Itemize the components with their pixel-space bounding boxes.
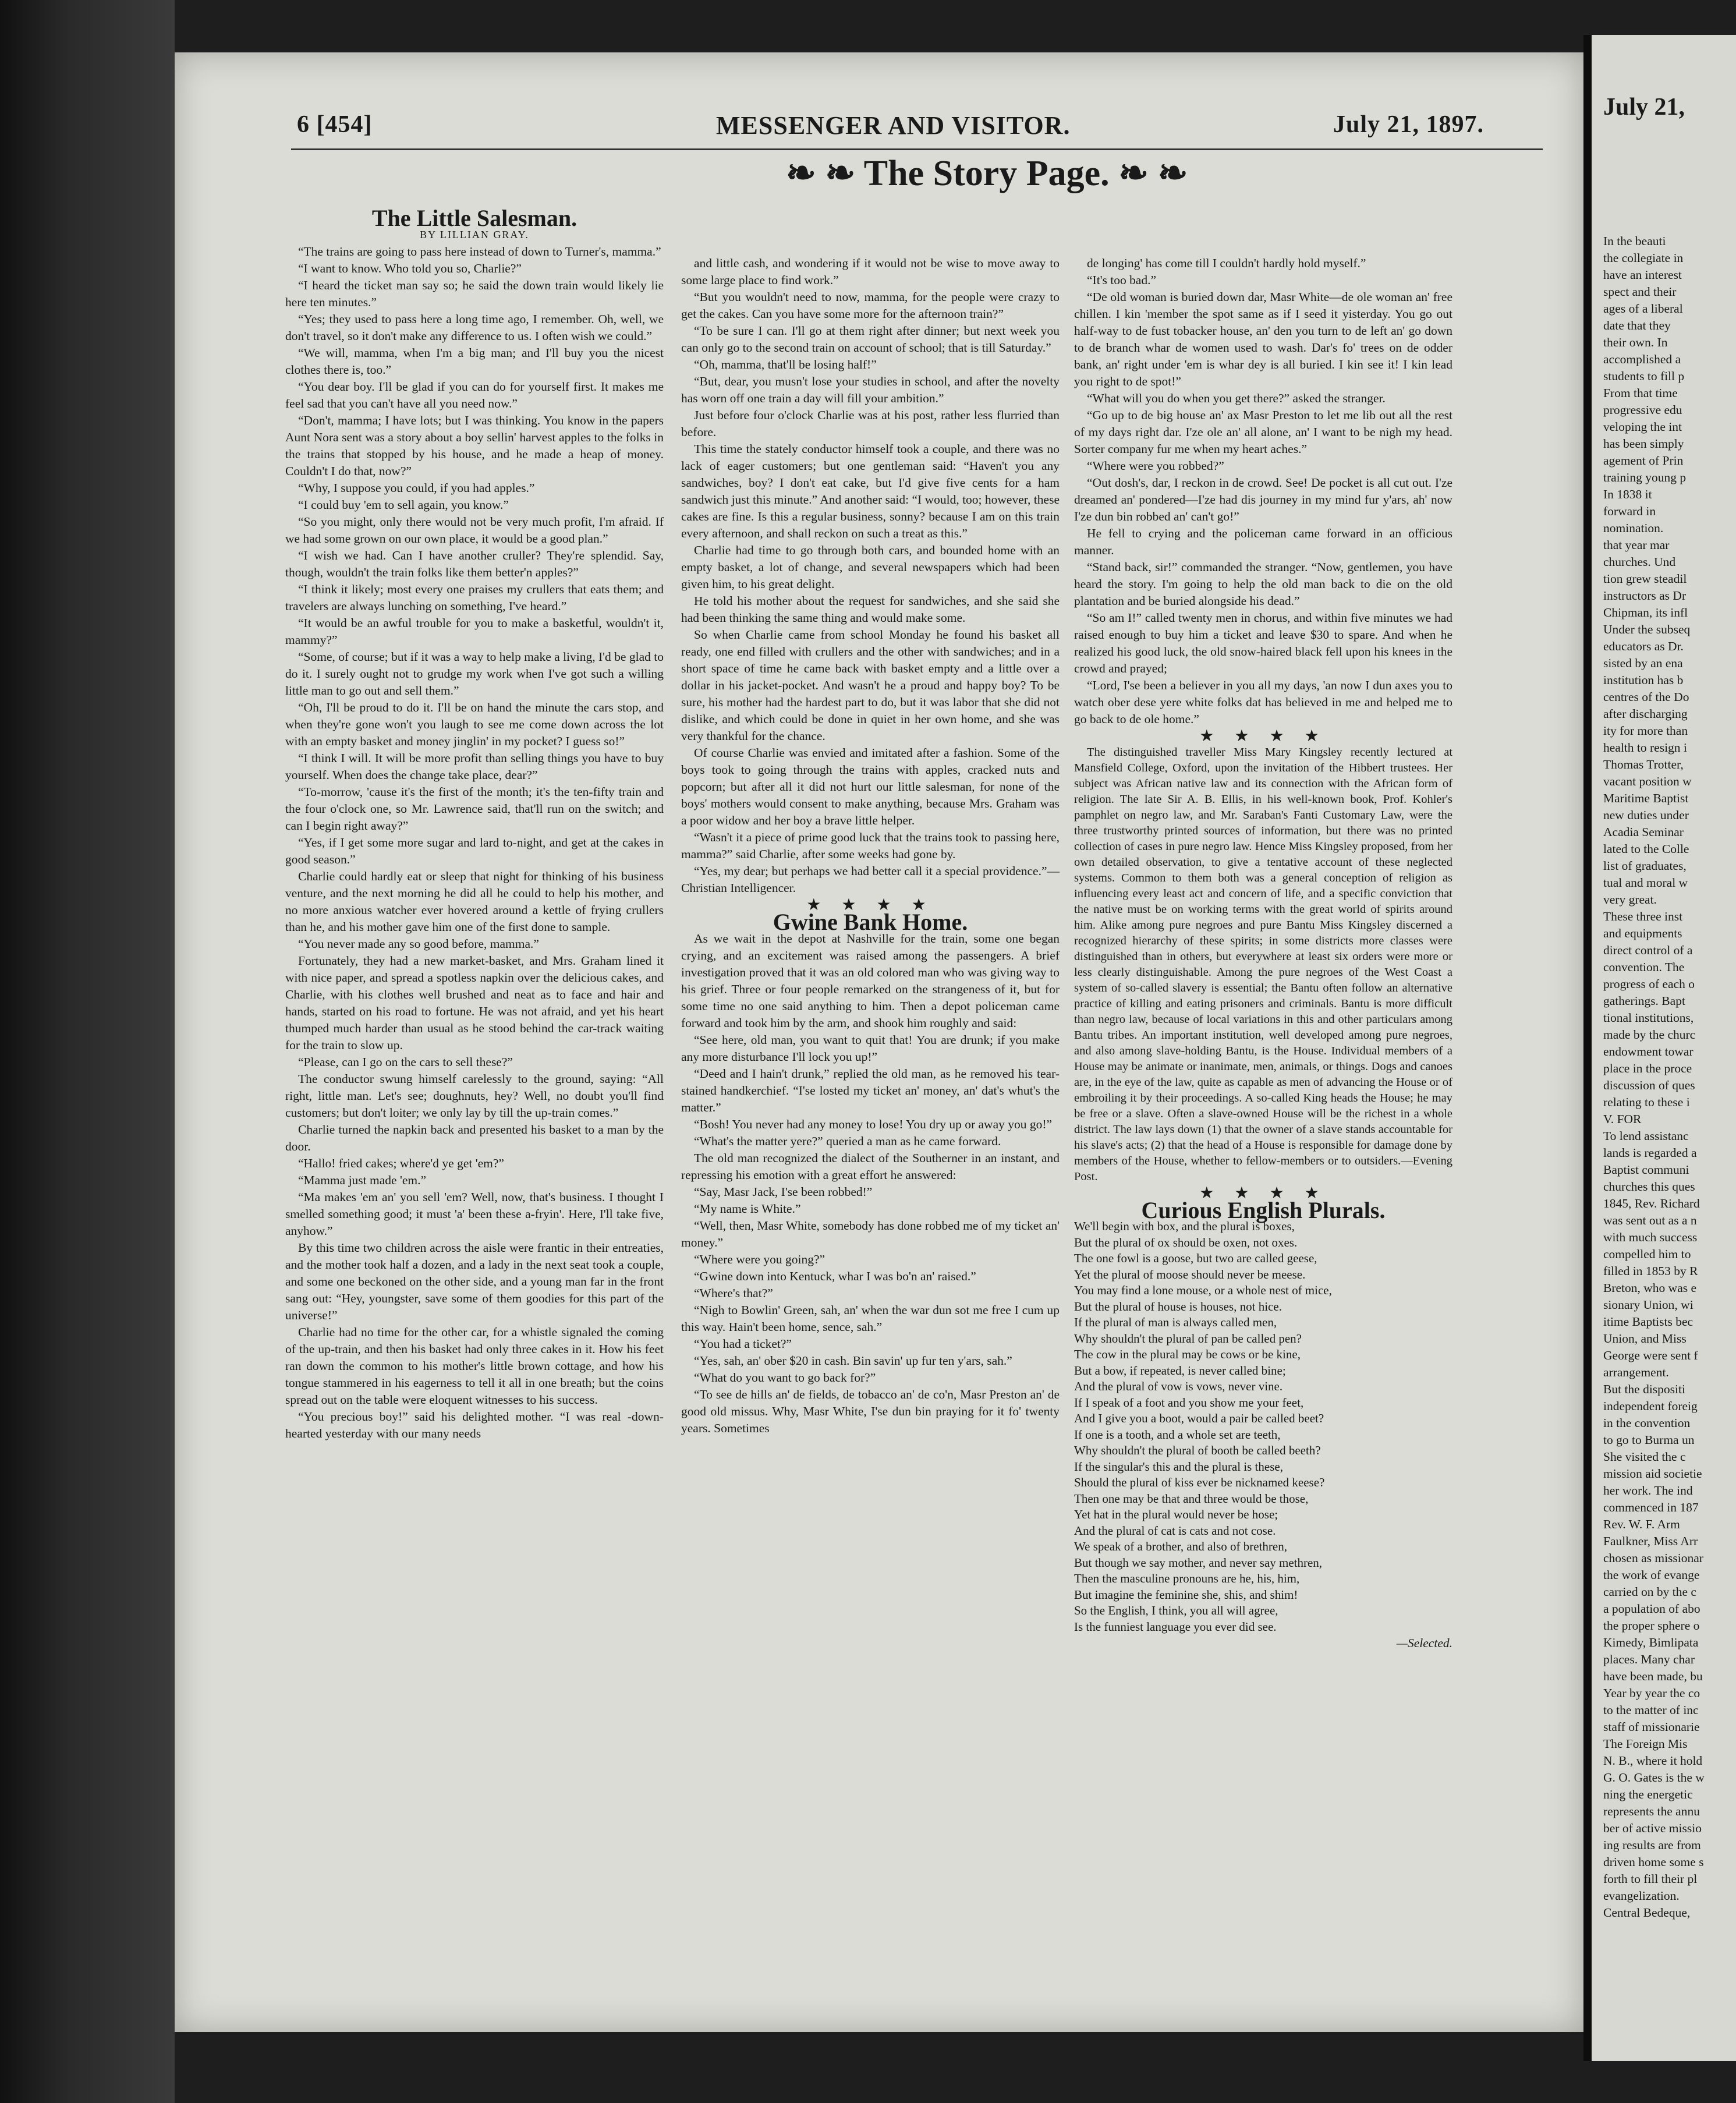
paragraph: “Yes, if I get some more sugar and lard to-night, and get at the cakes in good season.” bbox=[285, 835, 664, 866]
text-line: training young p bbox=[1603, 470, 1687, 484]
paragraph: “I heard the ticket man say so; he said the down train would likely lie here ten minutes.” bbox=[285, 278, 664, 309]
paragraph: “Why, I suppose you could, if you had apples.” bbox=[298, 481, 535, 495]
text-line: evangelization. bbox=[1603, 1889, 1680, 1903]
text-line: forward in bbox=[1603, 504, 1656, 518]
paragraph: “Lord, I'se been a believer in you all my days, 'an now I dun axes you to watch ober dese yere white folks dat has believed in me and helped me to go back to de ole home.” bbox=[1074, 678, 1452, 726]
paragraph: “The trains are going to pass here instead of down to Turner's, mamma.” bbox=[298, 245, 661, 259]
text-line: lands is regarded a bbox=[1603, 1146, 1697, 1160]
paragraph: “But, dear, you musn't lose your studies in school, and after the novelty has worn off one train a day will fill your ambition.” bbox=[681, 374, 1060, 405]
text-line: ing results are from bbox=[1603, 1838, 1701, 1852]
text-line: place in the proce bbox=[1603, 1061, 1692, 1075]
text-line: But imagine the feminine she, shis, and shim! bbox=[1074, 1587, 1298, 1602]
paragraph: “Where were you robbed?” bbox=[1087, 459, 1224, 473]
text-line: And the plural of cat is cats and not cose. bbox=[1074, 1523, 1276, 1538]
text-line: Breton, who was e bbox=[1603, 1281, 1697, 1295]
paragraph: and little cash, and wondering if it would not be wise to move away to some large place to find work.” bbox=[681, 256, 1060, 287]
paragraph: By this time two children across the aisle were frantic in their entreaties, and the mother took half a dozen, and a lady in the next seat took a couple, and some one beckoned on the other side, and a young man far in the front sang out: “Hey, youngster, save some of them goodies for this part of the universe!” bbox=[285, 1241, 664, 1322]
paragraph: “I want to know. Who told you so, Charlie?” bbox=[298, 261, 522, 275]
poem-credit: —Selected. bbox=[1396, 1636, 1452, 1650]
paragraph: “Yes, my dear; but perhaps we had better call it a special providence.”—Christian Intelligencer. bbox=[681, 864, 1060, 895]
header-rule bbox=[291, 148, 1543, 150]
text-line: Maritime Baptist bbox=[1603, 791, 1689, 805]
paragraph: “So am I!” called twenty men in chorus, and within five minutes we had raised enough to buy him a ticket and leave $30 to spare. And when he realized his good luck, the old snow-haired black fell upon his knees in the crowd and prayed; bbox=[1074, 611, 1452, 675]
issue-date: July 21, 1897. bbox=[1333, 111, 1485, 138]
text-line: churches this ques bbox=[1603, 1180, 1695, 1194]
text-line: relating to these i bbox=[1603, 1095, 1690, 1109]
text-line: Should the plural of kiss ever be nicknamed keese? bbox=[1074, 1475, 1325, 1489]
paragraph: “So you might, only there would not be very much profit, I'm afraid. If we had some grown on our own place, it would be a good plan.” bbox=[285, 515, 664, 546]
separator: ★ ★ ★ ★ bbox=[806, 896, 934, 914]
paragraph: “I think I will. It will be more profit than selling things you have to buy yourself. When does the change take place, dear?” bbox=[285, 751, 664, 782]
paragraph: Charlie had time to go through both cars, and bounded home with an empty basket, a lot of change, and several newspapers which had been given him, to his great delight. bbox=[681, 543, 1060, 591]
text-line: endowment towar bbox=[1603, 1045, 1694, 1058]
text-line: She visited the c bbox=[1603, 1450, 1686, 1464]
text-line: Faulkner, Miss Arr bbox=[1603, 1534, 1698, 1548]
text-line: new duties under bbox=[1603, 808, 1689, 822]
text-line: These three inst bbox=[1603, 909, 1683, 923]
story1-body bbox=[285, 243, 664, 1442]
paragraph: “Go up to de big house an' ax Masr Preston to let me lib out all the rest of my days right dar. I'ze ole an' all alone, an' I want to be nigh my head. Sorter company fur me when my heart aches.” bbox=[1074, 408, 1452, 456]
separator: ★ ★ ★ ★ bbox=[1199, 1184, 1327, 1202]
text-line: If I speak of a foot and you show me your feet, bbox=[1074, 1395, 1304, 1410]
paragraph: “Please, can I go on the cars to sell these?” bbox=[298, 1055, 513, 1069]
paragraph: “Bosh! You never had any money to lose! You dry up or away you go!” bbox=[694, 1117, 1053, 1131]
page-number: 6 [454] bbox=[297, 111, 373, 138]
text-line: But a bow, if repeated, is never called bine; bbox=[1074, 1363, 1286, 1378]
text-line: Kimedy, Bimlipata bbox=[1603, 1635, 1699, 1649]
text-line: mission aid societie bbox=[1603, 1467, 1702, 1481]
paragraph: “But you wouldn't need to now, mamma, for the people were crazy to get the cakes. Can you have some more for the afternoon train?” bbox=[681, 290, 1060, 321]
section-title: ❧ ❧ The Story Page. ❧ ❧ bbox=[786, 154, 1188, 193]
text-line: and equipments bbox=[1603, 926, 1682, 940]
text-line: lated to the Colle bbox=[1603, 842, 1689, 856]
kingsley-article: The distinguished traveller Miss Mary Kingsley recently lectured at Mansfield College, Oxford, upon the invitation of the Hibbert trustees. Her subject was African native law and its connection with the African form of religion. The late Sir A. B. Ellis, in his well-known book, Prof. Kohler's pamphlet on negro law, and Mr. Saraban's Fanti Customary Law, were the three trustworthy printed sources of information, but there was no printed collection of cases in pure negro law. Hence Miss Kingsley proposed, from her own detailed observation, to give a tentative account of these neglected systems. Common to them both was a general conception of religion as influencing every least act and concern of life, and a specific conviction that the native must be on working terms with the great world of spirits around him. Alike among pure negroes and pure Bantu Miss Kingsley discerned a recognized hierarchy of these spirits; in some districts more classes were distinguished than in others, but everywhere at least six orders were more or less clearly distinguishable. Among the pure negroes of the West Coast a system of so-called slavery is essential; the Bantu often follow an alternative practice of killing and eating prisoners and criminals. Bantu is more difficult than negro law, because of local variations in this and other particulars among Bantu tribes. An important institution, well developed among pure negroes, and also among slave-holding Bantu, is the House. Individual members of a House may be animate or inanimate, men, animals, or things. Dogs and canoes are, in the eye of the law, quite as capable as men of advancing the House or of embroiling it by their proceedings. A so-called King heads the House; he may be free or a slave. Often a slave-owned House will be the richest in a whole district. The law lays down (1) that the owner of a slave stands accountable for his slave's acts; (2) that the head of a House is responsible for damage done by members of the House, whether to fellow-members or to outsiders.—Evening Post. bbox=[1074, 746, 1452, 1183]
paragraph: Of course Charlie was envied and imitated after a fashion. Some of the boys took to going through the trains with apples, cracked nuts and popcorn; but after all it did not hurt our little salesman, for none of the boys' mothers would consent to make anything, because Mrs. Graham was a poor widow and her boy a brave little helper. bbox=[681, 746, 1060, 827]
text-line: ity for more than bbox=[1603, 724, 1688, 738]
text-line: sionary Union, wi bbox=[1603, 1298, 1694, 1312]
text-line: direct control of a bbox=[1603, 943, 1693, 957]
adjacent-date: July 21, bbox=[1603, 94, 1685, 121]
column-3 bbox=[1074, 255, 1452, 1652]
text-line: Yet the plural of moose should never be meese. bbox=[1074, 1267, 1306, 1281]
text-line: If the singular's this and the plural is these, bbox=[1074, 1459, 1283, 1474]
text-line: In the beauti bbox=[1603, 234, 1666, 248]
paragraph: “Oh, I'll be proud to do it. I'll be on hand the minute the cars stop, and when they're gone won't you laugh to see me come down across the lot with an empty basket and money jinglin' in my pocket? I guess so!” bbox=[285, 700, 664, 748]
paragraph: “De old woman is buried down dar, Masr White—de ole woman an' free chillen. I kin 'member the spot same as if I seed it yisterday. You go out half-way to de fust tobacker house, an' den you turn to de left an' go down to de branch whar de women used to wash. Dar's fo' trees on de odder bank, an' right under 'em is whar dey is all buried. I kin see it! I kin lead you right to de spot!” bbox=[1074, 290, 1452, 388]
paragraph: The old man recognized the dialect of the Southerner in an instant, and repressing his emotion with a great effort he answered: bbox=[681, 1151, 1060, 1182]
paragraph: Fortunately, they had a new market-basket, and Mrs. Graham lined it with nice paper, and spread a spotless napkin over the delicious cakes, and Charlie, with his clothes well brushed and neat as to face and hair and hands, started on his road to fortune. He was not afraid, and yet his heart thumped much harder than usual as he stood behind the car-track waiting for the train to slow up. bbox=[285, 954, 664, 1052]
text-line: Union, and Miss bbox=[1603, 1332, 1687, 1346]
text-line: But the dispositi bbox=[1603, 1382, 1685, 1396]
paragraph: “I wish we had. Can I have another cruller? They're splendid. Say, though, wouldn't the train folks like them better'n apples?” bbox=[285, 548, 664, 579]
paragraph: As we wait in the depot at Nashville for the train, some one began crying, and an excitement was raised among the passengers. A brief investigation proved that it was an old colored man who was giving way to his grief. Three or four people remarked on the strangeness of it, but for some time no one said anything to him. Then a depot policeman came forward and took him by the arm, and shook him roughly and said: bbox=[681, 932, 1060, 1030]
paragraph: “Gwine down into Kentuck, whar I was bo'n an' raised.” bbox=[694, 1269, 976, 1283]
text-line: very great. bbox=[1603, 893, 1657, 907]
text-line: Year by year the co bbox=[1603, 1686, 1700, 1700]
paragraph: “Hallo! fried cakes; where'd ye get 'em?” bbox=[298, 1156, 504, 1170]
paragraph: Charlie could hardly eat or sleep that night for thinking of his business venture, and the next morning he did all he could to help his mother, and no more anxious watcher ever hovered around a kettle of frying crullers than he, and his mother gave him one of the first done to sample. bbox=[285, 869, 664, 934]
text-line: tual and moral w bbox=[1603, 876, 1688, 890]
paragraph: “Oh, mamma, that'll be losing half!” bbox=[694, 357, 877, 371]
poem-lines bbox=[1074, 1219, 1452, 1635]
story2-body bbox=[681, 930, 1060, 1437]
paragraph: “You had a ticket?” bbox=[694, 1337, 792, 1351]
text-line: have been made, bu bbox=[1603, 1669, 1703, 1683]
text-line: You may find a lone mouse, or a whole nest of mice, bbox=[1074, 1283, 1332, 1297]
text-line: veloping the int bbox=[1603, 420, 1682, 434]
text-line: to go to Burma un bbox=[1603, 1433, 1695, 1447]
paragraph: “We will, mamma, when I'm a big man; and I'll buy you the nicest clothes there is, too.” bbox=[285, 346, 664, 377]
text-line: spect and their bbox=[1603, 285, 1677, 299]
paragraph: “Deed and I hain't drunk,” replied the old man, as he removed his tear-stained handkerchief. “I'se losted my ticket an' money, an' dat's whut's the matter.” bbox=[681, 1067, 1060, 1114]
text-line: And I give you a boot, would a pair be called beet? bbox=[1074, 1411, 1324, 1425]
text-line: driven home some s bbox=[1603, 1855, 1704, 1869]
text-line: carried on by the c bbox=[1603, 1585, 1696, 1599]
text-line: ages of a liberal bbox=[1603, 302, 1683, 316]
text-line: compelled him to bbox=[1603, 1247, 1691, 1261]
paragraph: “It's too bad.” bbox=[1087, 273, 1157, 287]
text-line: institution has b bbox=[1603, 673, 1684, 687]
text-line: In 1838 it bbox=[1603, 487, 1652, 501]
paragraph: “Wasn't it a piece of prime good luck that the trains took to passing here, mamma?” said Charlie, after some weeks had gone by. bbox=[681, 830, 1060, 861]
story1-continued bbox=[681, 255, 1060, 897]
text-line: Rev. W. F. Arm bbox=[1603, 1517, 1680, 1531]
text-line: represents the annu bbox=[1603, 1804, 1700, 1818]
text-line: Is the funniest language you ever did see. bbox=[1074, 1619, 1277, 1634]
text-line: educators as Dr. bbox=[1603, 639, 1684, 653]
newspaper-page bbox=[175, 52, 1583, 2032]
text-line: tion grew steadil bbox=[1603, 572, 1687, 586]
paragraph: “Say, Masr Jack, I'se been robbed!” bbox=[694, 1185, 873, 1199]
text-line: Why shouldn't the plural of pan be called pen? bbox=[1074, 1331, 1302, 1346]
text-line: But though we say mother, and never say methren, bbox=[1074, 1555, 1323, 1570]
paragraph: “Well, then, Masr White, somebody has done robbed me of my ticket an' money.” bbox=[681, 1219, 1060, 1249]
text-line: But the plural of ox should be oxen, not oxes. bbox=[1074, 1235, 1298, 1249]
text-line: list of graduates, bbox=[1603, 859, 1687, 873]
text-line: V. FOR bbox=[1603, 1112, 1642, 1126]
text-line: So the English, I think, you all will agree, bbox=[1074, 1603, 1278, 1617]
text-line: agement of Prin bbox=[1603, 454, 1684, 468]
text-line: George were sent f bbox=[1603, 1348, 1698, 1362]
text-line: nomination. bbox=[1603, 521, 1664, 535]
text-line: commenced in 187 bbox=[1603, 1500, 1699, 1514]
paragraph: “Nigh to Bowlin' Green, sah, an' when the war dun sot me free I cum up this way. Hain't been home, sence, sah.” bbox=[681, 1303, 1060, 1334]
paragraph: “Ma makes 'em an' you sell 'em? Well, now, that's business. I thought I smelled something good; it must 'a' been these a-fryin'. Here, I'll take five, anyhow.” bbox=[285, 1190, 664, 1238]
text-line: If the plural of man is always called men, bbox=[1074, 1315, 1277, 1329]
paragraph: “Yes, sah, an' ober $20 in cash. Bin savin' up fur ten y'ars, sah.” bbox=[694, 1354, 1012, 1368]
paragraph: “To-morrow, 'cause it's the first of the month; it's the ten-fifty train and the four o'clock one, so Mr. Lawrence said, that'll run on the switch; and can I begin right away?” bbox=[285, 785, 664, 833]
text-line: with much success bbox=[1603, 1230, 1698, 1244]
text-line: Chipman, its infl bbox=[1603, 606, 1688, 619]
paragraph: “Mamma just made 'em.” bbox=[298, 1173, 426, 1187]
text-line: 1845, Rev. Richard bbox=[1603, 1196, 1700, 1210]
poem-title: Curious English Plurals. bbox=[1141, 1197, 1386, 1223]
paragraph: “What do you want to go back for?” bbox=[694, 1371, 876, 1385]
paragraph: The conductor swung himself carelessly to the ground, saying: “All right, little man. Let's see; doughnuts, hey? Well, no doubt you'll find customers; but don't loiter; we only lay by till the up-train comes.” bbox=[285, 1072, 664, 1120]
text-line: in the convention bbox=[1603, 1416, 1691, 1430]
text-line: after discharging bbox=[1603, 707, 1688, 721]
text-line: ber of active missio bbox=[1603, 1821, 1702, 1835]
text-line: made by the churc bbox=[1603, 1028, 1696, 1042]
text-line: places. Many char bbox=[1603, 1652, 1695, 1666]
text-line: Yet hat in the plural would never be hose; bbox=[1074, 1507, 1278, 1521]
text-line: Then the masculine pronouns are he, his, him, bbox=[1074, 1571, 1300, 1585]
text-line: The one fowl is a goose, but two are called geese, bbox=[1074, 1251, 1317, 1265]
paragraph: “I could buy 'em to sell again, you know.” bbox=[298, 498, 509, 512]
text-line: itime Baptists bec bbox=[1603, 1315, 1694, 1329]
paragraph: “You dear boy. I'll be glad if you can do for yourself first. It makes me feel sad that you can't have all you need now.” bbox=[285, 380, 664, 410]
paragraph: He told his mother about the request for sandwiches, and she said she had been thinking the same thing and would make some. bbox=[681, 594, 1060, 625]
text-line: vacant position w bbox=[1603, 774, 1692, 788]
paragraph: de longing' has come till I couldn't hardly hold myself.” bbox=[1087, 256, 1366, 270]
paragraph: He fell to crying and the policeman came forward in an officious manner. bbox=[1074, 526, 1452, 557]
text-line: a population of abo bbox=[1603, 1602, 1700, 1616]
text-line: chosen as missionar bbox=[1603, 1551, 1703, 1565]
byline: BY LILLIAN GRAY. bbox=[420, 229, 529, 240]
text-line: the proper sphere o bbox=[1603, 1619, 1700, 1633]
text-line: the collegiate in bbox=[1603, 251, 1684, 265]
column-2 bbox=[681, 255, 1060, 1437]
text-line: ning the energetic bbox=[1603, 1787, 1693, 1801]
text-line: We speak of a brother, and also of brethren, bbox=[1074, 1539, 1287, 1553]
text-line: We'll begin with box, and the plural is boxes, bbox=[1074, 1219, 1295, 1233]
text-line: G. O. Gates is the w bbox=[1603, 1771, 1705, 1785]
paragraph: “What's the matter yere?” queried a man as he came forward. bbox=[694, 1134, 1001, 1148]
text-line: health to resign i bbox=[1603, 741, 1687, 755]
paragraph: Charlie turned the napkin back and presented his basket to a man by the door. bbox=[285, 1123, 664, 1153]
paragraph: “To see de hills an' de fields, de tobacco an' de co'n, Masr Preston an' de good old missus. Why, Masr White, I'se dun bin praying for it fo' twenty years. Sometimes bbox=[681, 1387, 1060, 1435]
text-line: Acadia Seminar bbox=[1603, 825, 1684, 839]
paragraph: “Don't, mamma; I have lots; but I was thinking. You know in the papers Aunt Nora sent was a story about a boy sellin' harvest apples to the folks in the trains that stopped by his house, and he made a heap of money. Couldn't I do that, now?” bbox=[285, 413, 664, 478]
text-line: The Foreign Mis bbox=[1603, 1737, 1688, 1751]
paragraph: Just before four o'clock Charlie was at his post, rather less flurried than before. bbox=[681, 408, 1060, 439]
text-line: have an interest bbox=[1603, 268, 1682, 282]
paragraph: “To be sure I can. I'll go at them right after dinner; but next week you can only go to the second train on account of school; that is till Saturday.” bbox=[681, 324, 1060, 355]
paragraph: “Where were you going?” bbox=[694, 1252, 826, 1266]
text-line: N. B., where it hold bbox=[1603, 1754, 1703, 1768]
text-line: the work of evange bbox=[1603, 1568, 1700, 1582]
paragraph: Charlie had no time for the other car, for a whistle signaled the coming of the up-train, and then his basket had only three cakes in it. How his feet ran down the common to his mother's little brown cottage, and how his tongue stammered in his eagerness to tell it all in one breath; but the coins spread out on the table were eloquent witnesses to his success. bbox=[285, 1325, 664, 1407]
text-line: her work. The ind bbox=[1603, 1484, 1693, 1497]
paragraph: “You precious boy!” said his delighted mother. “I was real -down-hearted yesterday with our many needs bbox=[285, 1410, 664, 1440]
text-line: convention. The bbox=[1603, 960, 1685, 974]
text-line: churches. Und bbox=[1603, 555, 1676, 569]
text-line: The cow in the plural may be cows or be kine, bbox=[1074, 1347, 1301, 1361]
paragraph: So when Charlie came from school Monday he found his basket all ready, one end filled with crullers and the other with sandwiches; and in a short space of time he came back with basket empty and a little over a dollar in his jacket-pocket. And wasn't he a proud and happy boy? To be sure, his mother had the hardest part to do, but it was labor that she did not dislike, and which could be done in quiet in her own home, and she was very thankful for the chance. bbox=[681, 628, 1060, 743]
story-title: Gwine Bank Home. bbox=[773, 909, 968, 935]
paragraph: “Out dosh's, dar, I reckon in de crowd. See! De pocket is all cut out. I'ze dreamed an' pondered—I'ze had dis journey in my mind fur y'ars, ah' now I'ze dun bin robbed an' can't go!” bbox=[1074, 476, 1452, 523]
text-line: Thomas Trotter, bbox=[1603, 757, 1684, 771]
text-line: instructors as Dr bbox=[1603, 589, 1687, 603]
text-line: And the plural of vow is vows, never vine. bbox=[1074, 1379, 1283, 1393]
text-line: progressive edu bbox=[1603, 403, 1682, 417]
paragraph: “Stand back, sir!” commanded the stranger. “Now, gentlemen, you have heard the story. I'm going to help the old man back to die on the old plantation and be buried alongside his dead.” bbox=[1074, 560, 1452, 608]
paragraph: This time the stately conductor himself took a couple, and there was no lack of eager customers; but one gentleman said: “Haven't you any sandwiches, boy? I don't eat cake, but I'd give five cents for a ham sandwich just this minute.” And another said: “I would, too; however, these cakes are fine. Is this a regular business, sonny? because I am on this train every afternoon, and shall reckon on such a treat as this.” bbox=[681, 442, 1060, 540]
text-line: arrangement. bbox=[1603, 1365, 1669, 1379]
text-line: their own. In bbox=[1603, 335, 1668, 349]
text-line: was sent out as a n bbox=[1603, 1213, 1697, 1227]
text-line: to the matter of inc bbox=[1603, 1703, 1699, 1717]
paragraph: “You never made any so good before, mamma.” bbox=[298, 937, 539, 951]
text-line: staff of missionarie bbox=[1603, 1720, 1700, 1734]
text-line: Why shouldn't the plural of booth be called beeth? bbox=[1074, 1443, 1321, 1457]
text-line: To lend assistanc bbox=[1603, 1129, 1689, 1143]
text-line: But the plural of house is houses, not hice. bbox=[1074, 1299, 1282, 1314]
paragraph: “Yes; they used to pass here a long time ago, I remember. Oh, well, we don't travel, so it don't make any difference to us. I often wish we could.” bbox=[285, 312, 664, 343]
text-line: filled in 1853 by R bbox=[1603, 1264, 1698, 1278]
separator: ★ ★ ★ ★ bbox=[1199, 727, 1327, 745]
text-line: that year mar bbox=[1603, 538, 1670, 552]
paragraph: “I think it likely; most every one praises my crullers that eats them; and travelers are always lunching on something, I've heard.” bbox=[285, 582, 664, 613]
text-line: progress of each o bbox=[1603, 977, 1695, 991]
paragraph: “My name is White.” bbox=[694, 1202, 801, 1216]
adjacent-text bbox=[1603, 233, 1736, 1921]
paper-name: MESSENGER AND VISITOR. bbox=[716, 111, 1071, 140]
paragraph: “See here, old man, you want to quit that! You are drunk; if you make any more disturbance I'll lock you up!” bbox=[681, 1033, 1060, 1064]
adjacent-page bbox=[1583, 35, 1736, 2061]
text-line: has been simply bbox=[1603, 437, 1684, 451]
text-line: forth to fill their pl bbox=[1603, 1872, 1698, 1886]
text-line: From that time bbox=[1603, 386, 1678, 400]
paragraph: “Where's that?” bbox=[694, 1286, 773, 1300]
story-title: The Little Salesman. bbox=[371, 205, 578, 231]
paragraph: “Some, of course; but if it was a way to help make a living, I'd be glad to do it. I surely ought not to grudge my work when I've got such a willing little man to go out and sell them.” bbox=[285, 650, 664, 698]
story2-continued bbox=[1074, 255, 1452, 728]
text-line: accomplished a bbox=[1603, 352, 1681, 366]
text-line: gatherings. Bapt bbox=[1603, 994, 1685, 1008]
text-line: students to fill p bbox=[1603, 369, 1685, 383]
text-line: Central Bedeque, bbox=[1603, 1906, 1691, 1920]
text-line: Baptist communi bbox=[1603, 1163, 1689, 1177]
text-line: date that they bbox=[1603, 318, 1671, 332]
column-1 bbox=[285, 205, 664, 1442]
paragraph: “What will you do when you get there?” asked the stranger. bbox=[1087, 391, 1386, 405]
text-line: tional institutions, bbox=[1603, 1011, 1694, 1025]
text-line: Under the subseq bbox=[1603, 622, 1691, 636]
paragraph: “It would be an awful trouble for you to make a basketful, wouldn't it, mammy?” bbox=[285, 616, 664, 647]
text-line: sisted by an ena bbox=[1603, 656, 1683, 670]
text-line: If one is a tooth, and a whole set are teeth, bbox=[1074, 1427, 1281, 1442]
text-line: independent foreig bbox=[1603, 1399, 1698, 1413]
text-line: Then one may be that and three would be those, bbox=[1074, 1491, 1309, 1506]
text-line: discussion of ques bbox=[1603, 1078, 1695, 1092]
scan-edge bbox=[0, 0, 175, 2103]
text-line: centres of the Do bbox=[1603, 690, 1689, 704]
